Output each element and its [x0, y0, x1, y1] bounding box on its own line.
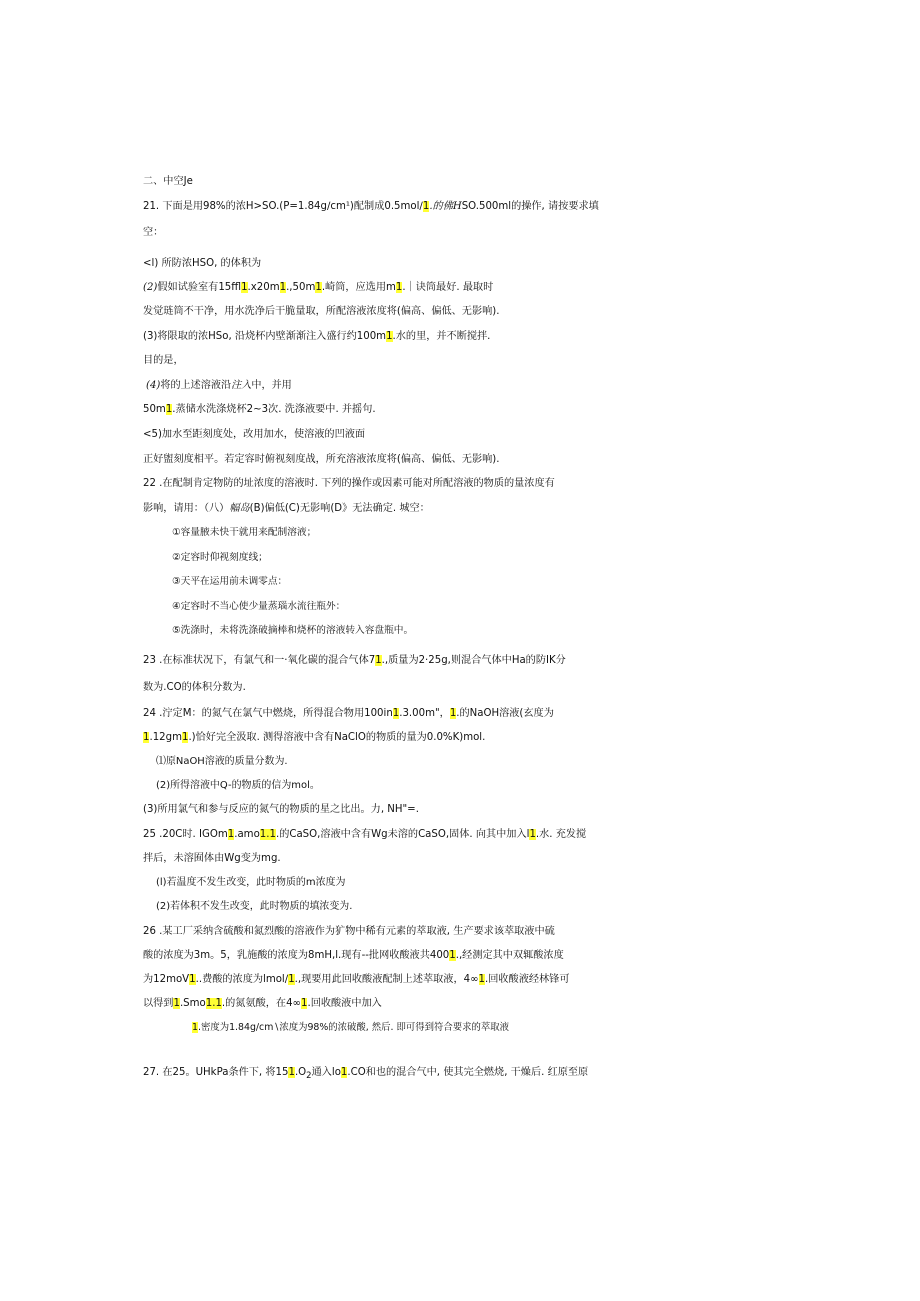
- highlight-mark: 1: [288, 1067, 295, 1078]
- q26-line-3: 为12moV1..费酸的浓度为lmol∕1.,现要用此回收酸液配制上述萃取液，4∞1.回收酸液经林锋可: [143, 974, 570, 985]
- highlight-mark: 1: [241, 282, 248, 293]
- section-title: 二、中空Je: [143, 176, 193, 187]
- q22-line-2: 影响，请用：（八）幅岛(B)偏低(C)无影响(D》无法确定. 城空：: [143, 503, 430, 514]
- q26-line-5: 1.密度为1.84g∕cm∖浓度为98%的浓破酸, 然后. 即可得到符合要求的萃取液: [192, 1022, 509, 1033]
- q25-line-1: 25 .20C时. IGOm1.amo1.1.的CaSO,溶液中含有Wg未溶的CaSO,固体. 向其中加入l1.水. 充发搅: [143, 829, 587, 840]
- highlight-mark: 1: [227, 829, 235, 840]
- q25-line-4: (2)若体积不发生改变，此时物质的填浓变为.: [156, 901, 353, 912]
- q26-line-2: 酸的浓度为3m。5，乳施酸的浓度为8mH,l.现有--批网收酸液共4001.,经测定其中双辄酸浓度: [143, 950, 564, 961]
- highlight-mark: 1: [259, 829, 267, 840]
- q22-item-1: ①容量腋未快干就用来配制溶液；: [172, 527, 317, 538]
- q26-line-4: 以得到1.Smo1.1.的氮氨酸，在4∞1.回收酸液中加入: [143, 998, 382, 1009]
- highlight-mark: 1: [279, 282, 287, 293]
- q25-line-2: 拌后，未溶囿体由Wg变为mg.: [143, 853, 281, 864]
- q21-line-1: 21. 下面是用98%的浓H>SO.(P=1.84g∕cm¹)配制成0.5mol∕1.的佛HSO.500ml的操作, 请按要求填: [143, 201, 599, 212]
- q24-line-5: (3)所用氯气和参与反应的氮气的物质的星之比出。力, NH"=.: [143, 804, 419, 815]
- q22-item-5: ⑤洗涤时，未将洗涤破摘棒和烧杯的溶液转入容盘瓶中。: [172, 625, 414, 636]
- highlight-mark: 1: [449, 708, 457, 719]
- highlight-mark: 1: [478, 974, 486, 985]
- q21-line-5: 发觉琏筒不干净，用水洗净后干脆量取，所配溶液浓度将(偏高、偏低、无影响).: [143, 306, 500, 317]
- highlight-mark: 1: [392, 708, 400, 719]
- highlight-mark: 1: [395, 282, 403, 293]
- highlight-mark: 1: [386, 331, 393, 342]
- q21-line-2: 空：: [143, 227, 164, 238]
- q21-line-8: (4)将的上述溶液沿注入中，并用: [146, 380, 292, 391]
- q23-line-2: 数为.CO的体积分数为.: [143, 682, 246, 693]
- highlight-mark: .: [266, 829, 270, 840]
- q22-item-4: ④定容时不当心使少量蒸瑙水流往瓶外：: [172, 601, 346, 612]
- q24-line-3: ⑴原NaOH溶液的质量分数为.: [156, 756, 288, 767]
- q25-line-3: (l)若温度不发生改变，此时物质的m浓度为: [156, 877, 346, 888]
- highlight-mark: 1: [288, 974, 295, 985]
- highlight-mark: .: [212, 998, 216, 1009]
- q21-line-3: <l) 所防浓HSO, 的体积为: [143, 258, 262, 269]
- q22-item-3: ③天平在运用前未调零点：: [172, 576, 288, 587]
- highlight-mark: 1: [269, 829, 276, 840]
- highlight-mark: 1: [173, 998, 180, 1009]
- q22-item-2: ②定容时仰视刻度线；: [172, 552, 268, 563]
- highlight-mark: 1: [375, 655, 382, 666]
- highlight-mark: 1: [189, 974, 196, 985]
- highlight-mark: 1: [422, 201, 430, 212]
- q21-line-7: 目的是，: [143, 355, 184, 366]
- q26-line-1: 26 .某工厂采纳含硫酸和氮烈酸的溶液作为犷物中稀有元素的萃取液, 生产要求该萃取液中硫: [143, 926, 555, 937]
- highlight-mark: 1: [529, 829, 536, 840]
- highlight-mark: 1: [315, 282, 322, 293]
- q22-line-1: 22 .在配制肯定物防的址浓度的溶液时. 下列的操作或因素可能对所配溶液的物质的量浓度有: [143, 478, 555, 489]
- highlight-mark: 1: [181, 732, 189, 743]
- highlight-mark: 1: [205, 998, 213, 1009]
- highlight-mark: 1: [165, 404, 173, 415]
- q21-line-6: (3)将限取的浓HSo, 沿烧杯内壁渐渐注入盛行约100m1.水的里，并不断搅拌.: [143, 331, 491, 342]
- highlight-mark: 1: [143, 732, 150, 743]
- q24-line-2: 1.12gm1.)恰好完全汲取. 测得溶液中含有NaClO的物质的量为0.0%K)mol.: [143, 732, 486, 743]
- highlight-mark: 1: [192, 1022, 198, 1033]
- highlight-mark: 1: [340, 1067, 348, 1078]
- highlight-mark: 1: [215, 998, 222, 1009]
- q24-line-1: 24 .泞定M：的氮气在氯气中燃烧，所得混合物用100in1.3.00m"，1.的NaOH溶液(玄度为: [143, 708, 554, 719]
- q21-line-9: 50m1.蒸储水洗涤烧杯2~3次. 洗涤液要中. 并摇句.: [143, 404, 376, 415]
- q24-line-4: (2)所得溶液中Q-的物质的信为mol。: [156, 780, 320, 791]
- q27-line-1: 27. 在25。UHkPa条件下, 将$151.O_2$通入lo1.CO和也的混合气中, 使其完全燃烧, 干燥后. 红原至原: [143, 1067, 589, 1081]
- highlight-mark: 1: [301, 998, 308, 1009]
- q23-line-1: 23 .在标准状况下，有氯气和一·氧化碳的混合气体71.,质量为2·25g,则混合气体中Ha的防IK分: [143, 655, 566, 666]
- q21-line-10: <5)加水至距刻度处，改用加水，使溶液的凹液面: [143, 429, 366, 440]
- q21-line-11: 正好盥刻度相平。若定容时俯视刻度战，所充溶液浓度将(偏高、偏低、无影响).: [143, 454, 500, 465]
- q21-line-4: (2)假如试验室有15ffl1.x20m1.,50m1.崎筒，应选用m1.｜诀筒最好. 最取时: [143, 282, 494, 293]
- highlight-mark: 1: [449, 950, 456, 961]
